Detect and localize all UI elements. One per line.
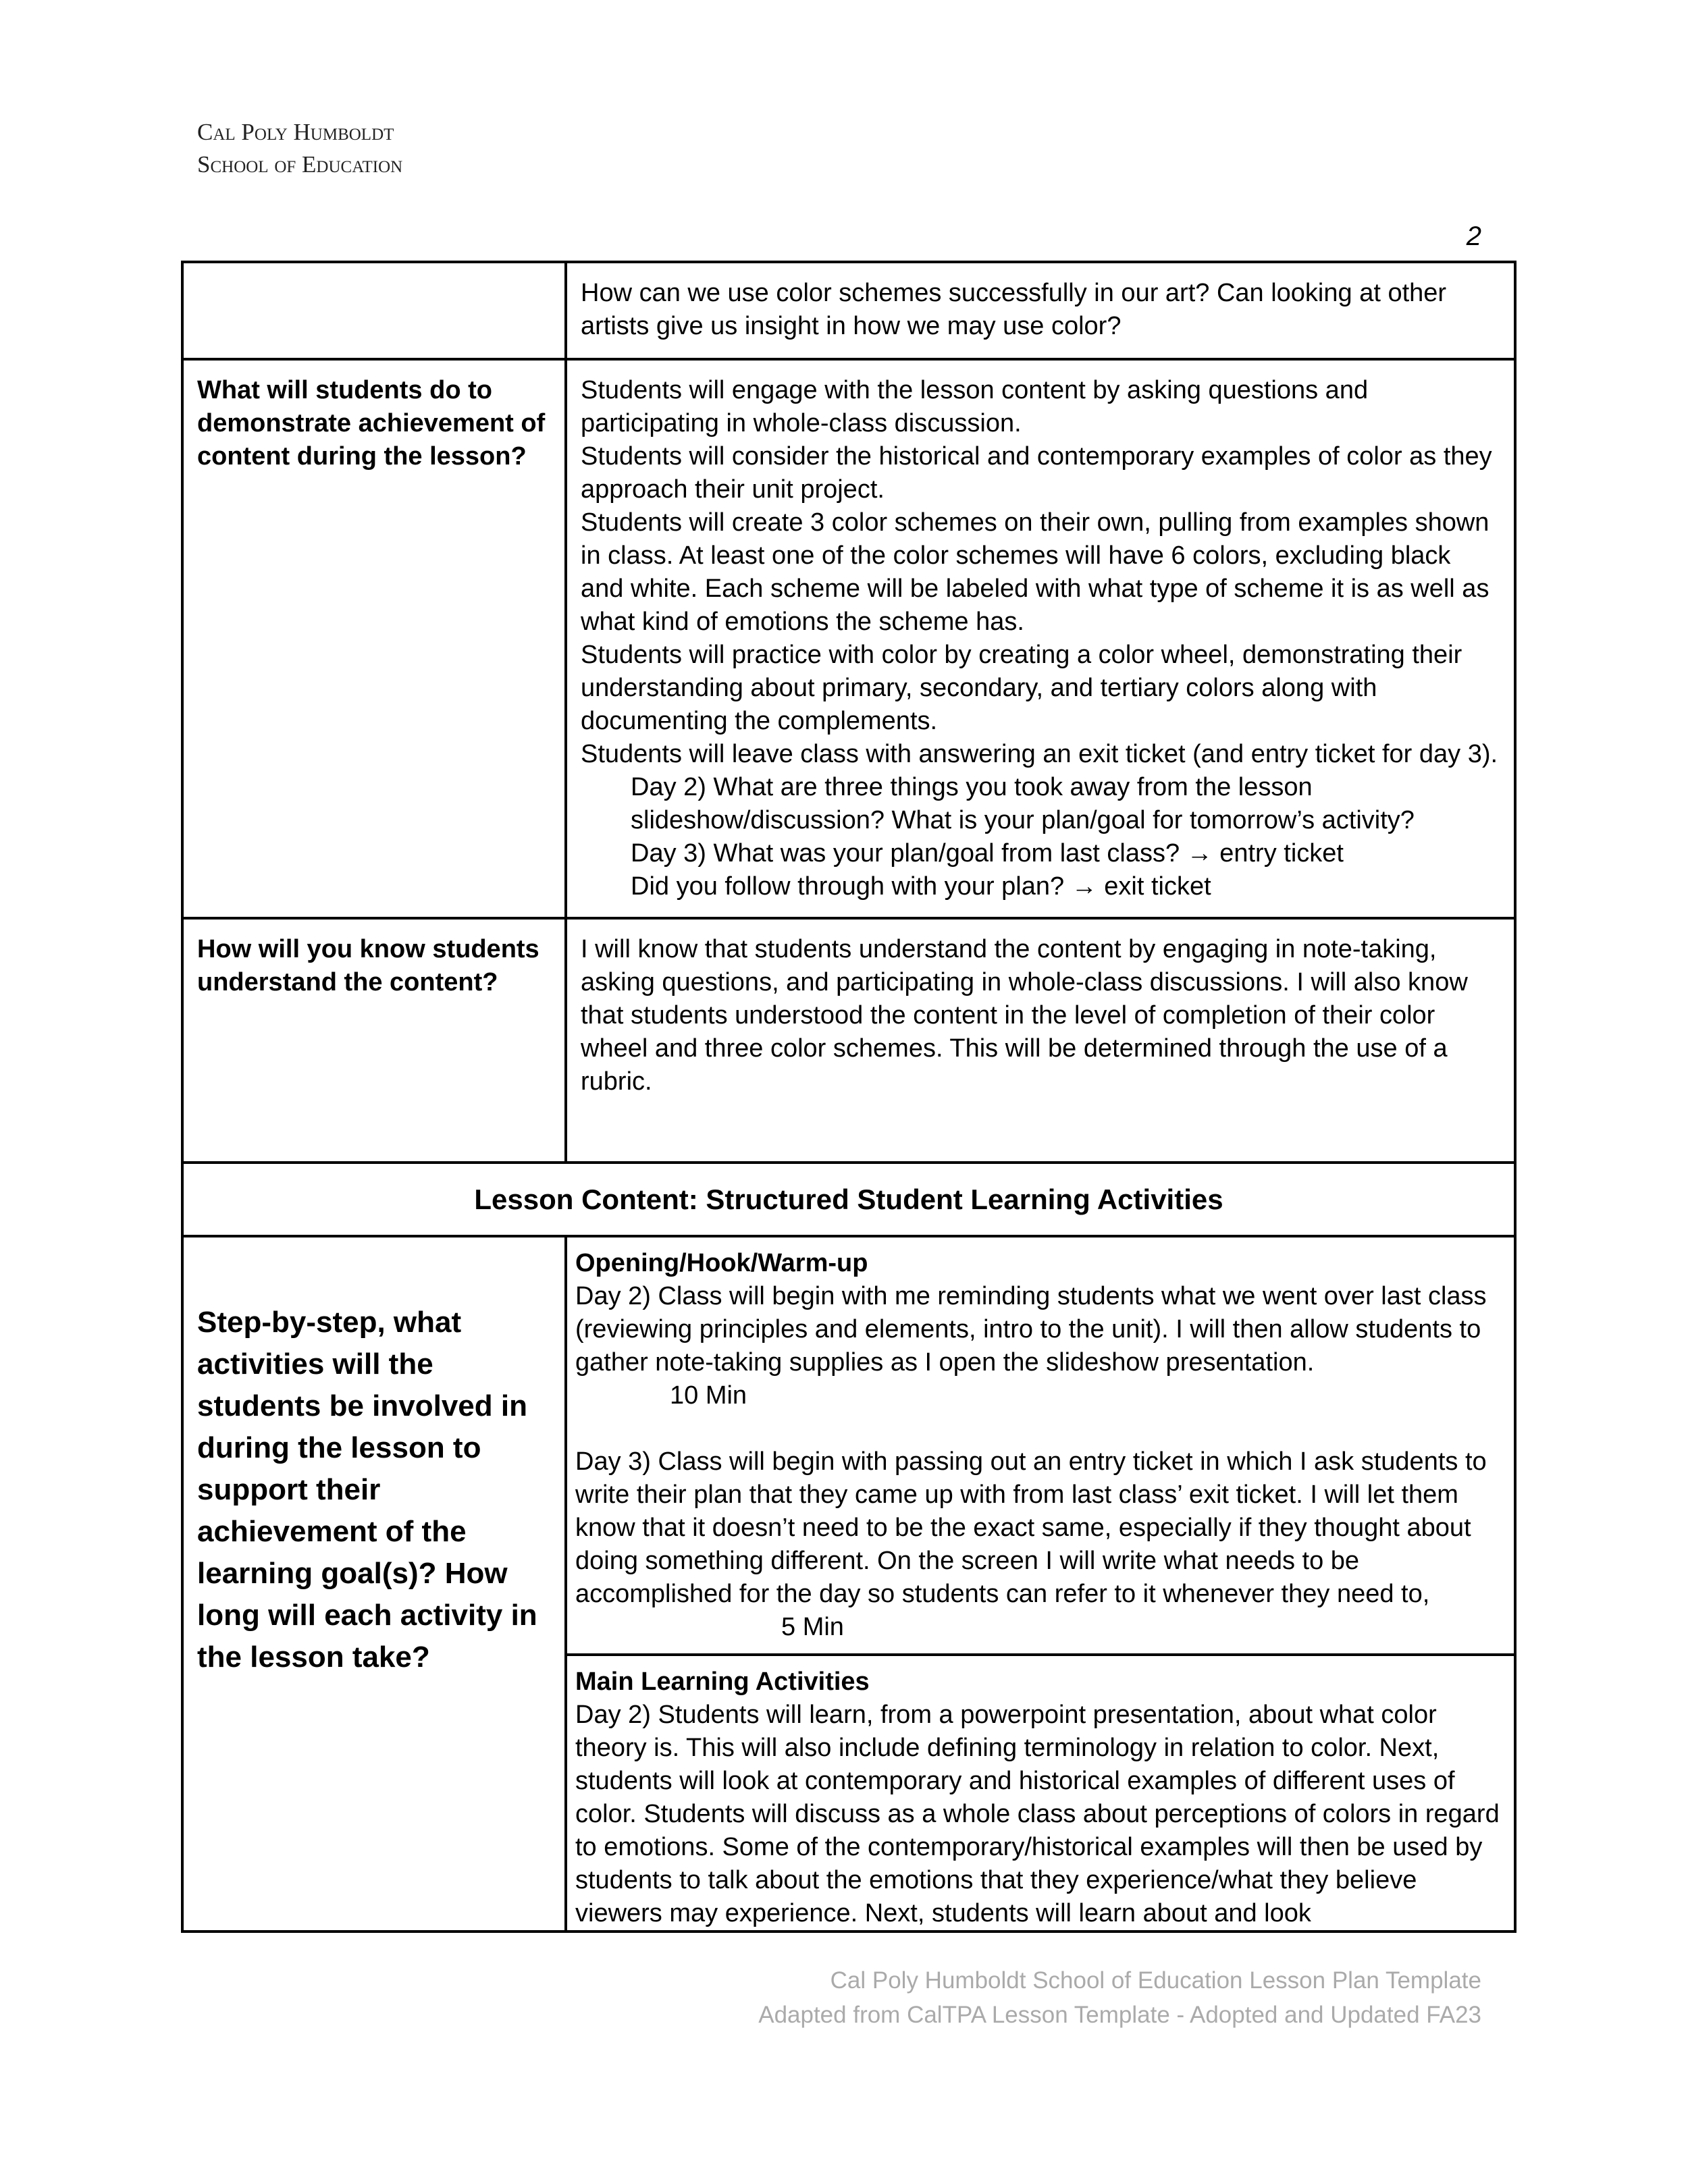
- table-row-understand: [182, 918, 1515, 1163]
- table-row-section-title: [182, 1163, 1515, 1236]
- answer-cell-understand: [566, 918, 1515, 1163]
- document-footer: [758, 1963, 1481, 2032]
- ticket-day3-exit: Did you follow through with your plan? → exit ticket: [631, 872, 1211, 901]
- opening-day2: Day 2) Class will begin with me reminding students what we went over last class (reviewing principles and elements, intro to the unit). I will then allow students to gather note-taking supplies as I open the slideshow presentation.: [575, 1282, 1487, 1377]
- header-school: School of Education: [197, 151, 403, 178]
- understand-answer: I will know that students understand the content by engaging in note-taking, asking questions, and participating in whole-class discussions. I will also know that students understood the content in the level of completion of their color wheel and three color schemes. This will be determined through the use of a rubric.: [581, 935, 1468, 1096]
- demonstrate-answer-4: Students will practice with color by creating a color wheel, demonstrating their understanding about primary, secondary, and tertiary colors along with documenting the complements.: [581, 641, 1462, 735]
- answer-cell-opening: [566, 1236, 1515, 1655]
- question-cell-empty: [182, 262, 566, 359]
- table-row-opening: [182, 1236, 1515, 1655]
- question-cell-understand: How will you know students understand the content?: [182, 918, 566, 1163]
- ticket-day2: Day 2) What are three things you took away from the lesson slideshow/discussion? What is your plan/goal for tomorrow’s activity?: [631, 773, 1415, 834]
- answer-cell-demonstrate: [566, 359, 1515, 918]
- demonstrate-answer-3: Students will create 3 color schemes on their own, pulling from examples shown in class. At least one of the color schemes will have 6 colors, excluding black and white. Each scheme will be labeled with what type of scheme it is as well as what kind of emotions the scheme has.: [581, 508, 1489, 636]
- main-heading: Main Learning Activities: [575, 1668, 870, 1696]
- opening-spacer: [575, 1412, 1506, 1445]
- ticket-day3-entry: Day 3) What was your plan/goal from last class? → entry ticket: [631, 839, 1344, 868]
- opening-heading: Opening/Hook/Warm-up: [575, 1249, 868, 1277]
- opening-day2-time: 10 Min: [670, 1381, 747, 1410]
- question-cell-demonstrate: What will students do to demonstrate achievement of content during the lesson?: [182, 359, 566, 918]
- answer-cell-essential: [566, 262, 1515, 359]
- question-cell-activities: Step-by-step, what activities will the students be involved in during the lesson to support their achievement of the learning goal(s)? How long will each activity in the lesson take?: [182, 1236, 566, 1932]
- footer-adapted-from: Adapted from CalTPA Lesson Template - Adopted and Updated FA23: [758, 2002, 1481, 2028]
- page-number: 2: [1466, 221, 1481, 251]
- demonstrate-answer-1: Students will engage with the lesson content by asking questions and participating in whole-class discussion.: [581, 376, 1369, 437]
- answer-cell-main: [566, 1655, 1515, 1932]
- main-day2: Day 2) Students will learn, from a powerpoint presentation, about what color theory is. This will also include defining terminology in relation to color. Next, students will look at contemporary and historical examples of different uses of color. Students will discuss as a whole class about perceptions of colors in regard to emotions. Some of the contemporary/historical examples will then be used by students to talk about the emotions that they experience/what they believe viewers may experience. Next, students will learn about and look: [575, 1701, 1500, 1927]
- table-row-essential-question: [182, 262, 1515, 359]
- table-row-demonstrate: [182, 359, 1515, 918]
- essential-question-text: How can we use color schemes successfully in our art? Can looking at other artists give us insight in how we may use color?: [581, 279, 1447, 340]
- document-header: [197, 116, 402, 181]
- header-institution: Cal Poly Humboldt: [197, 119, 394, 145]
- section-title: Lesson Content: Structured Student Learning Activities: [182, 1163, 1515, 1236]
- lesson-plan-table: [181, 261, 1516, 1933]
- footer-template-name: Cal Poly Humboldt School of Education Lesson Plan Template: [830, 1967, 1481, 1994]
- opening-day3-time: 5 Min: [781, 1613, 844, 1641]
- demonstrate-answer-2: Students will consider the historical and contemporary examples of color as they approach their unit project.: [581, 442, 1492, 504]
- demonstrate-answer-5: Students will leave class with answering an exit ticket (and entry ticket for day 3).: [581, 740, 1498, 768]
- opening-day3: Day 3) Class will begin with passing out an entry ticket in which I ask students to write their plan that they came up with from last class’ exit ticket. I will let them know that it doesn’t need to be the exact same, especially if they thought about doing something different. On the screen I will write what needs to be accomplished for the day so students can refer to it whenever they need to,: [575, 1447, 1487, 1608]
